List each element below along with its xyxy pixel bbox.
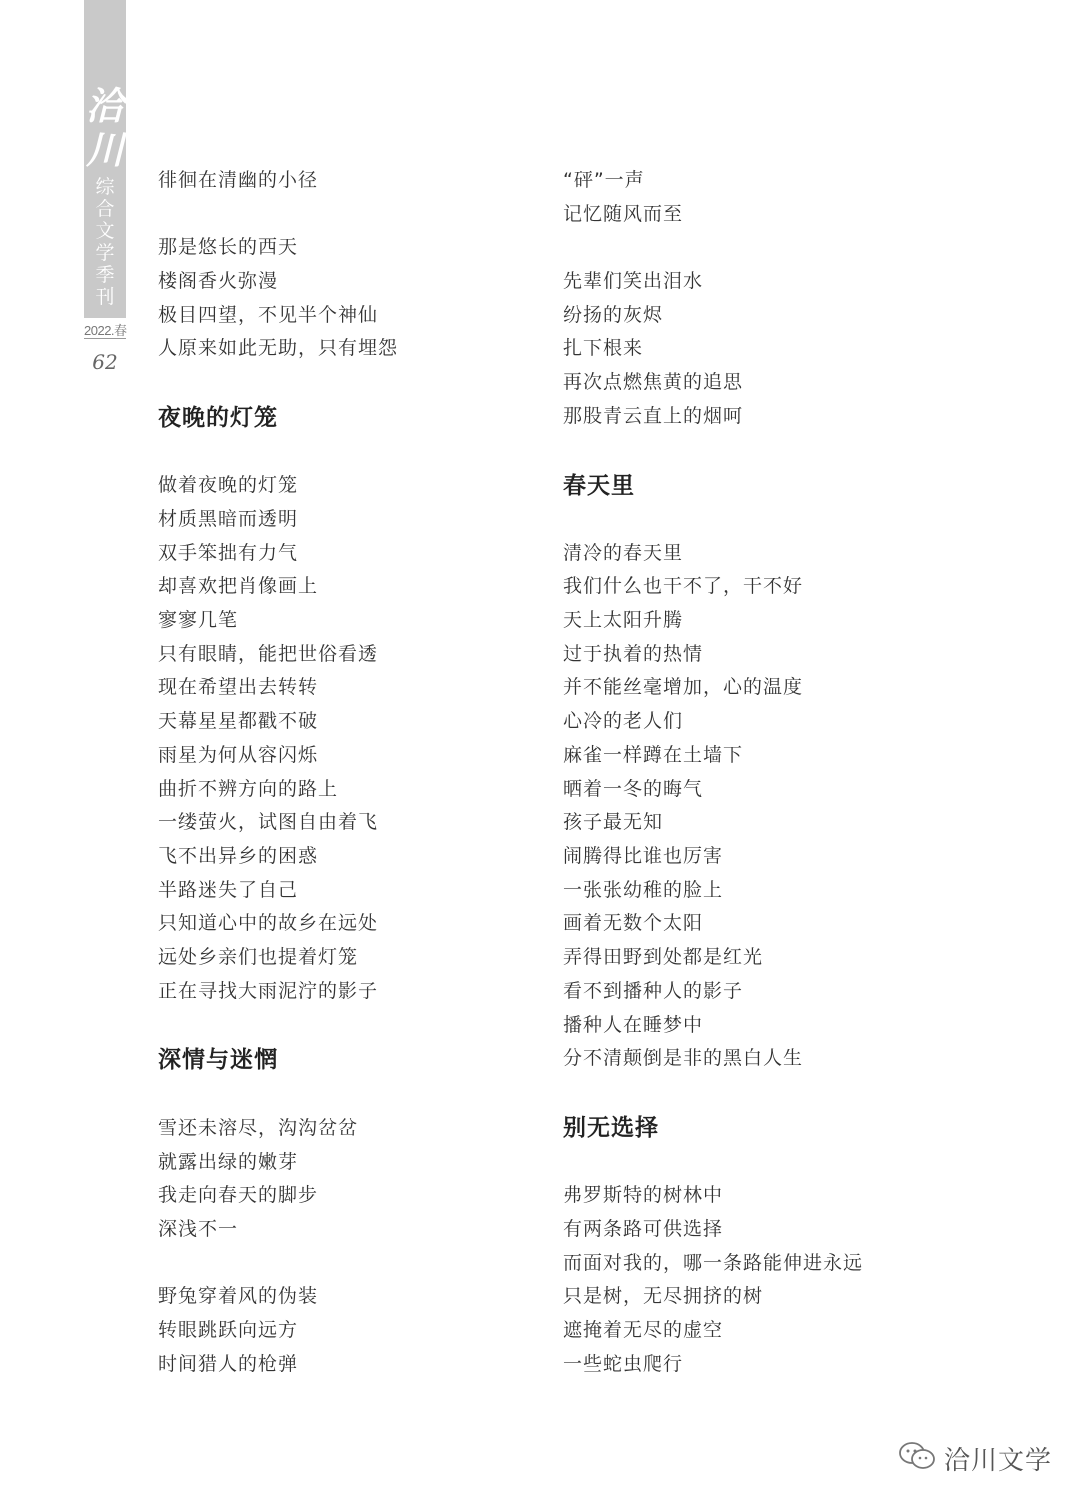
poem-line: 一些蛇虫爬行 bbox=[563, 1353, 684, 1375]
wechat-watermark bbox=[898, 1440, 1052, 1476]
poem-line: “砰”一声 bbox=[563, 169, 645, 191]
poem-line: 却喜欢把肖像画上 bbox=[158, 575, 319, 597]
poem-line: 看不到播种人的影子 bbox=[563, 980, 744, 1002]
poem-line: 再次点燃焦黄的追思 bbox=[563, 371, 744, 393]
watermark-text: 洽川文学 bbox=[944, 1445, 1053, 1476]
poem-line: 徘徊在清幽的小径 bbox=[158, 169, 319, 191]
poem-line: 天上太阳升腾 bbox=[563, 609, 684, 631]
magazine-subtitle-char: 学 bbox=[95, 242, 115, 264]
poem-line: 麻雀一样蹲在土墙下 bbox=[563, 744, 744, 766]
magazine-sidebar bbox=[84, 0, 126, 318]
poem-line: 远处乡亲们也提着灯笼 bbox=[158, 946, 359, 968]
poem-line: 就露出绿的嫩芽 bbox=[158, 1151, 299, 1173]
issue-label: 2022.春 bbox=[84, 323, 127, 338]
poem-line: 材质黑暗而透明 bbox=[158, 508, 299, 530]
poem-line: 双手笨拙有力气 bbox=[158, 542, 299, 564]
poem-line: 分不清颠倒是非的黑白人生 bbox=[563, 1047, 804, 1069]
poem-line: 正在寻找大雨泥泞的影子 bbox=[158, 980, 379, 1002]
poem-line: 一缕萤火，试图自由着飞 bbox=[158, 811, 379, 833]
poem-line: 半路迷失了自己 bbox=[158, 879, 299, 901]
poem-line: 播种人在睡梦中 bbox=[563, 1014, 704, 1036]
poem-line: 我走向春天的脚步 bbox=[158, 1184, 319, 1206]
poem-line: 扎下根来 bbox=[563, 337, 644, 359]
poem-line: 弄得田野到处都是红光 bbox=[563, 946, 764, 968]
poem-title: 春天里 bbox=[563, 473, 635, 499]
poem-line: 天幕星星都戳不破 bbox=[158, 710, 319, 732]
poem-line: 清冷的春天里 bbox=[563, 542, 684, 564]
magazine-subtitle-char: 文 bbox=[95, 220, 115, 242]
poem-line: 那是悠长的西天 bbox=[158, 236, 299, 258]
poem-line: 并不能丝毫增加，心的温度 bbox=[563, 676, 804, 698]
poem-title: 深情与迷惘 bbox=[158, 1047, 278, 1073]
poem-line: 我们什么也干不了，干不好 bbox=[563, 575, 804, 597]
poem-line: 有两条路可供选择 bbox=[563, 1218, 724, 1240]
poem-line: 人原来如此无助，只有埋怨 bbox=[158, 337, 399, 359]
magazine-subtitle-char: 季 bbox=[95, 264, 115, 286]
poem-line: 雨星为何从容闪烁 bbox=[158, 744, 319, 766]
poem-line: 记忆随风而至 bbox=[563, 203, 684, 225]
poem-line: 孩子最无知 bbox=[563, 811, 664, 833]
poem-line: 过于执着的热情 bbox=[563, 643, 704, 665]
poem-line: 转眼跳跃向远方 bbox=[158, 1319, 299, 1341]
issue-divider bbox=[84, 338, 126, 339]
poem-line: 遮掩着无尽的虚空 bbox=[563, 1319, 724, 1341]
magazine-name-char-2: 川 bbox=[85, 127, 124, 172]
poem-line: 那股青云直上的烟呵 bbox=[563, 405, 744, 427]
magazine-name-char-1: 洽 bbox=[85, 83, 124, 128]
page-number: 62 bbox=[92, 350, 118, 374]
poem-line: 画着无数个太阳 bbox=[563, 912, 704, 934]
poem-line: 纷扬的灰烬 bbox=[563, 304, 664, 326]
poem-line: 现在希望出去转转 bbox=[158, 676, 319, 698]
poem-title: 别无选择 bbox=[563, 1115, 659, 1141]
poem-line: 寥寥几笔 bbox=[158, 609, 239, 631]
poem-line: 心冷的老人们 bbox=[563, 710, 684, 732]
magazine-subtitle-char: 刊 bbox=[95, 286, 115, 308]
magazine-subtitle-char: 合 bbox=[95, 198, 115, 220]
poem-line: 闹腾得比谁也厉害 bbox=[563, 845, 724, 867]
poem-line: 只知道心中的故乡在远处 bbox=[158, 912, 379, 934]
poem-line: 做着夜晚的灯笼 bbox=[158, 474, 299, 496]
poem-line: 只是树，无尽拥挤的树 bbox=[563, 1285, 764, 1307]
poem-title: 夜晚的灯笼 bbox=[158, 405, 278, 431]
poem-line: 时间猎人的枪弹 bbox=[158, 1353, 299, 1375]
poem-line: 而面对我的，哪一条路能伸进永远 bbox=[563, 1252, 864, 1274]
poem-line: 一张张幼稚的脸上 bbox=[563, 879, 724, 901]
wechat-icon bbox=[898, 1440, 936, 1476]
poem-line: 先辈们笑出泪水 bbox=[563, 270, 704, 292]
magazine-subtitle-char: 综 bbox=[95, 176, 115, 198]
poem-line: 楼阁香火弥漫 bbox=[158, 270, 279, 292]
poem-line: 飞不出异乡的困惑 bbox=[158, 845, 319, 867]
poem-line: 只有眼睛，能把世俗看透 bbox=[158, 643, 379, 665]
poem-line: 深浅不一 bbox=[158, 1218, 239, 1240]
poem-line: 极目四望，不见半个神仙 bbox=[158, 304, 379, 326]
poem-line: 晒着一冬的晦气 bbox=[563, 778, 704, 800]
poem-line: 弗罗斯特的树林中 bbox=[563, 1184, 724, 1206]
poem-line: 雪还未溶尽，沟沟岔岔 bbox=[158, 1117, 359, 1139]
poem-line: 野兔穿着风的伪装 bbox=[158, 1285, 319, 1307]
poem-line: 曲折不辨方向的路上 bbox=[158, 778, 339, 800]
